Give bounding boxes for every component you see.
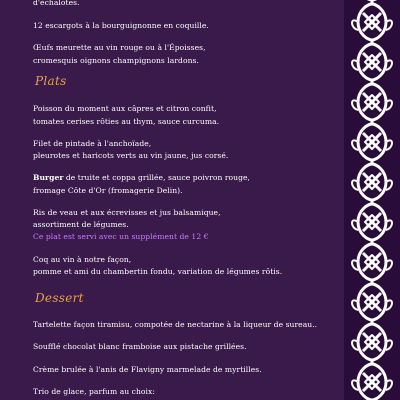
knot-motif <box>352 284 392 324</box>
menu-item-line: Filet de pintade à l'anchoïade, <box>33 139 152 148</box>
knot-motif <box>352 164 392 204</box>
menu-item-line: Soufflé chocolat blanc framboise aux pistache grillées. <box>33 342 247 351</box>
knot-motif <box>352 204 392 244</box>
menu-item-line: pomme et ami du chambertin fondu, variation de légumes rôtis. <box>33 267 283 276</box>
menu-item-line: Coq au vin à notre façon, <box>33 255 132 264</box>
menu-item-line: pleurotes et haricots verts au vin jaune, jus corsé. <box>33 151 229 160</box>
knot-motif <box>352 324 392 364</box>
celtic-knot-pattern <box>344 0 400 400</box>
intro-line: d'échalotes. <box>33 0 80 7</box>
intro-line: 12 escargots à la bourguignonne en coquille. <box>33 21 209 30</box>
burger-label: Burger <box>33 173 64 182</box>
menu-item-line: assortiment de légumes. <box>33 220 129 229</box>
menu-item-line: Poisson du moment aux câpres et citron confit, <box>33 104 217 113</box>
celtic-knot-border <box>344 0 400 400</box>
section-title-plats: Plats <box>35 74 67 88</box>
knot-motif <box>352 4 392 44</box>
intro-line: cromesquis oignons champignons lardons. <box>33 56 199 65</box>
menu-item-text: de truite et coppa grillée, sauce poivron rouge, <box>63 173 251 182</box>
menu-item-line <box>33 172 250 184</box>
menu-item-line: Crème brulée à l'anis de Flavigny marmelade de myrtilles. <box>33 365 262 374</box>
menu-item-line: tomates cerises rôties au thym, sauce curcuma. <box>33 117 220 126</box>
intro-line: Œufs meurette au vin rouge ou à l'Époisses, <box>33 43 206 52</box>
menu-item-line: Trio de glace, parfum au choix: <box>33 387 155 396</box>
menu-item-line: Ris de veau et aux écrevisses et jus balsamique, <box>33 208 221 217</box>
menu-item-line: Tartelette façon tiramisu, compotée de nectarine à la liqueur de sureau.. <box>33 320 318 329</box>
knot-motif <box>352 244 392 284</box>
knot-motif <box>352 44 392 84</box>
knot-motif <box>352 84 392 124</box>
menu-item-line: fromage Côte d'Or (fromagerie Delin). <box>33 186 183 195</box>
section-title-dessert: Dessert <box>35 291 84 305</box>
supplement-note: Ce plat est servi avec un supplément de 12 € <box>33 232 209 241</box>
knot-motif <box>352 124 392 164</box>
knot-motif <box>352 364 392 400</box>
